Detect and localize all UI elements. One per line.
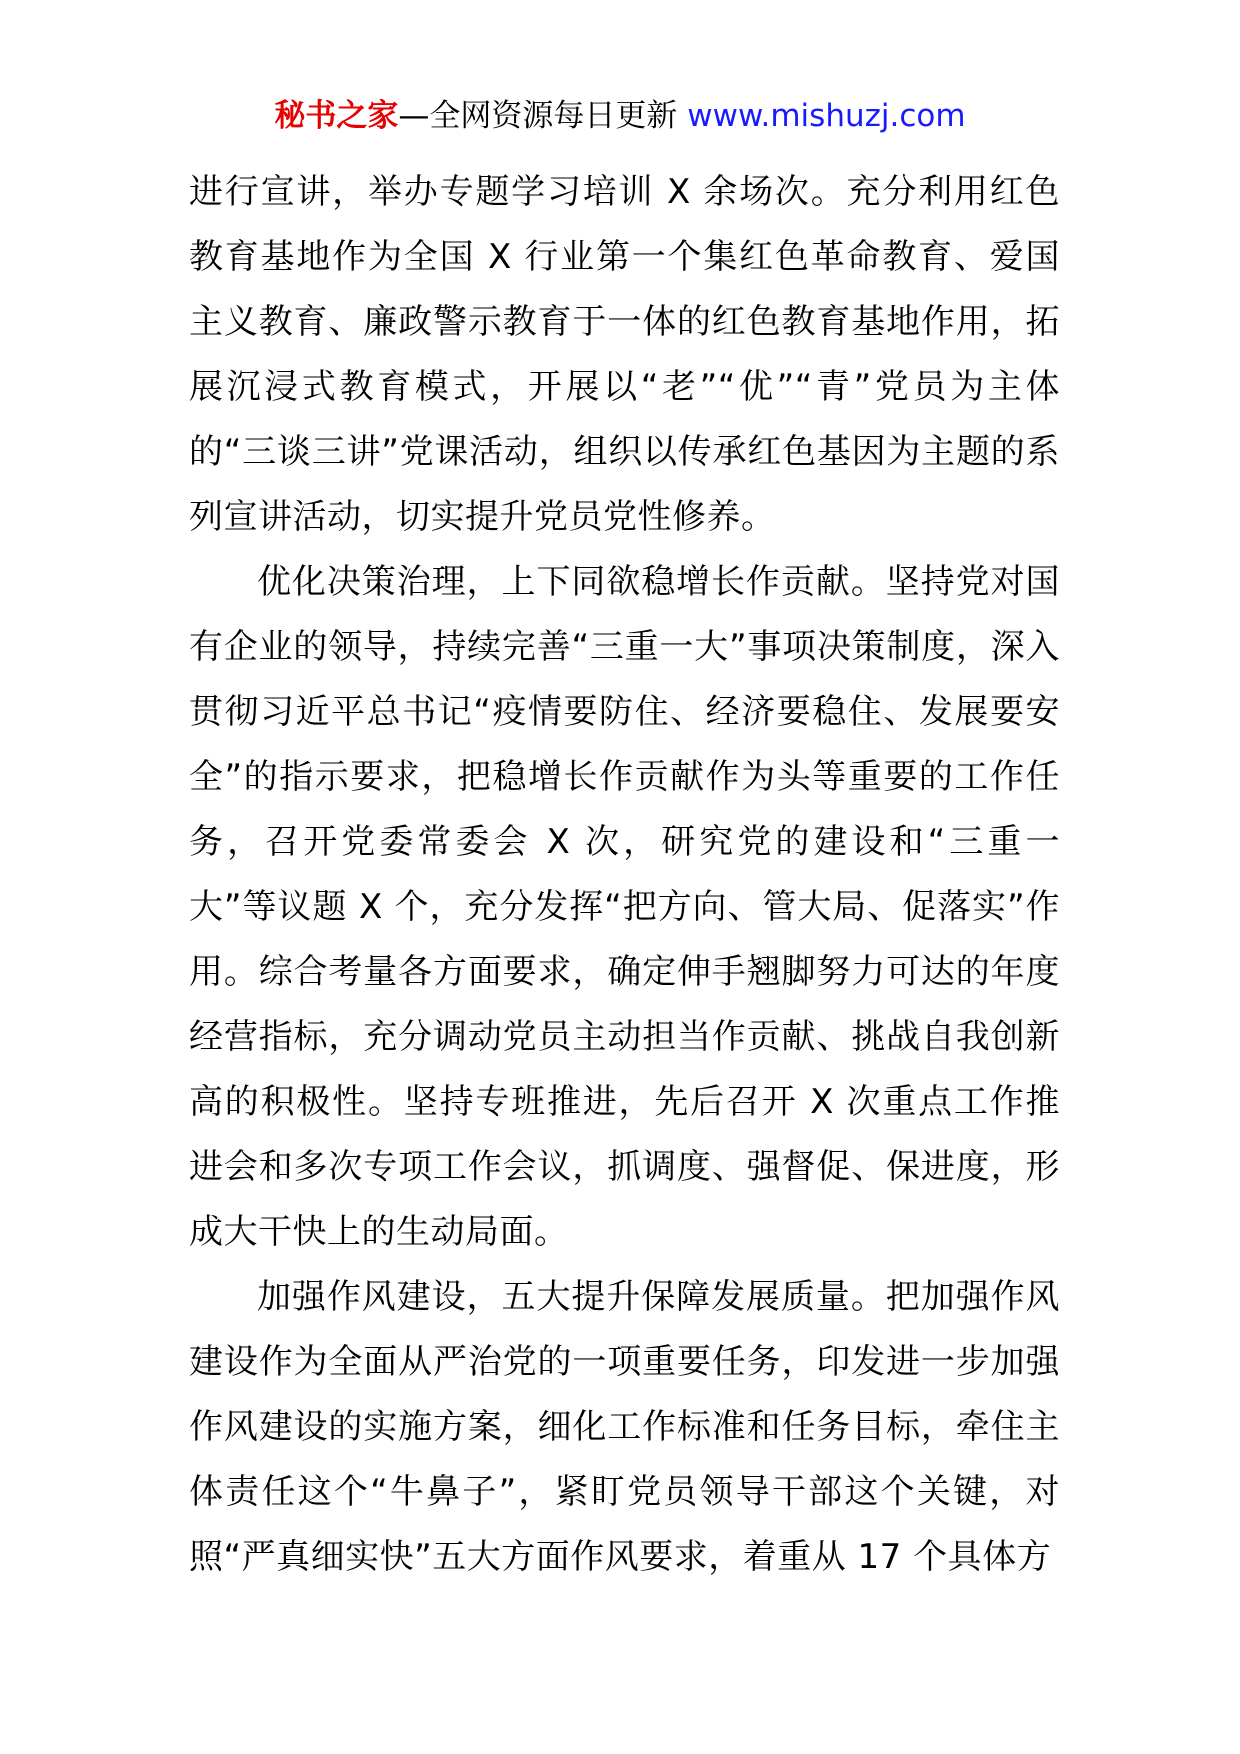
paragraph-2: 优化决策治理，上下同欲稳增长作贡献。坚持党对国有企业的领导，持续完善“三重一大”事项决策制度，深入贯彻习近平总书记“疫情要防住、经济要稳住、发展要安全”的指示要求，把稳增长作贡献作为头等重要的工作任务，召开党委常委会 X 次，研究党的建设和“三重一大”等议题 X 个，充分发挥“把方向、管大局、促落实”作用。综合考量各方面要求，确定伸手翘脚努力可达的年度经营指标，充分调动党员主动担当作贡献、挑战自我创新高的积极性。坚持专班推进，先后召开 X 次重点工作推进会和多次专项工作会议，抓调度、强督促、保进度，形成大干快上的生动局面。: [189, 562, 1060, 1252]
site-url[interactable]: www.mishuzj.com: [687, 98, 966, 134]
paragraph-3: 加强作风建设，五大提升保障发展质量。把加强作风建设作为全面从严治党的一项重要任务，印发进一步加强作风建设的实施方案，细化工作标准和任务目标，牵住主体责任这个“牛鼻子”，紧盯党员领导干部这个关键，对照“严真细实快”五大方面作风要求，着重从 17 个具体方: [189, 1277, 1060, 1577]
document-body: [189, 160, 1060, 1590]
header-tagline: —全网资源每日更新: [398, 98, 688, 134]
paragraph-1: 进行宣讲，举办专题学习培训 X 余场次。充分利用红色教育基地作为全国 X 行业第一个集红色革命教育、爱国主义教育、廉政警示教育于一体的红色教育基地作用，拓展沉浸式教育模式，开展以“老”“优”“青”党员为主体的“三谈三讲”党课活动，组织以传承红色基因为主题的系列宣讲活动，切实提升党员党性修养。: [189, 172, 1060, 537]
site-header: [0, 96, 1240, 136]
brand-name: 秘书之家: [274, 98, 399, 134]
